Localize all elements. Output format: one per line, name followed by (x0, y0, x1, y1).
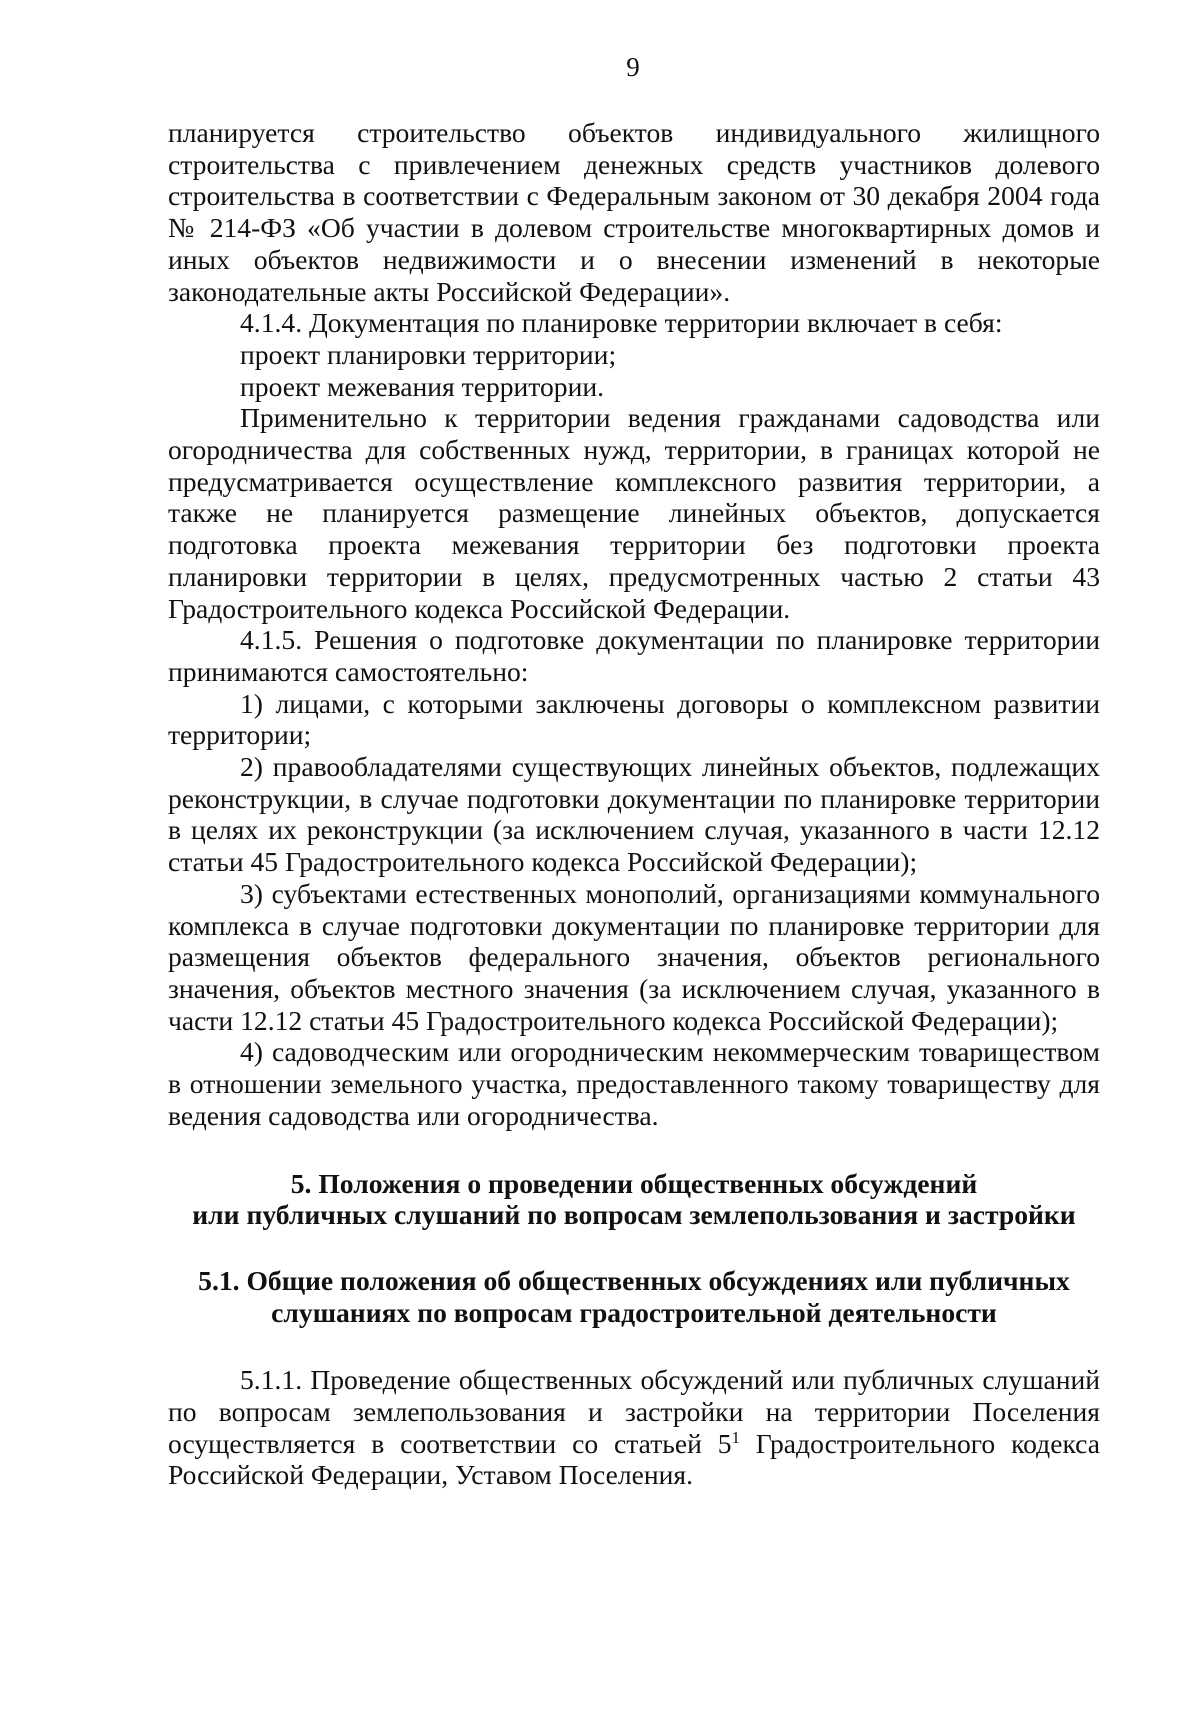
list-item-3: 3) субъектами естественных монополий, организациями коммунального комплекса в случае подготовки документации по планировке территории для размещения объектов федерального значения, объектов регионального значения, объектов местного значения (за исключением случая, указанного в части 12.12 статьи 45 Градостроительного кодекса Российской Федерации); (168, 877, 1100, 1036)
paragraph-4-1-4: 4.1.4. Документация по планировке территории включает в себя: (240, 307, 1003, 339)
paragraph-surveying-project: проект межевания территории. (240, 370, 605, 402)
list-item-1: 1) лицами, с которыми заключены договоры о комплексном развитии территории; (168, 687, 1100, 751)
page-number: 9 (626, 52, 640, 82)
subsection-heading-line-2: слушаниях по вопросам градостроительной деятельности (271, 1296, 997, 1328)
list-item-4: 4) садоводческим или огородническим некоммерческим товариществом в отношении земельного участка, предоставленного такому товариществу для ведения садоводства или огородничества. (168, 1036, 1100, 1131)
subsection-heading (168, 1265, 1100, 1328)
superscript-1: 1 (731, 1427, 740, 1447)
section-heading (168, 1168, 1100, 1231)
section-heading-line-1: 5. Положения о проведении общественных обсуждений (290, 1167, 978, 1199)
paragraph-gardening-territory: Применительно к территории ведения гражданами садоводства или огородничества для собственных нужд, территории, в границах которой не предусматривается осуществление комплексного развития территории, а также не планируется размещение линейных объектов, допускается подготовка проекта межевания территории без подготовки проекта планировки территории в целях, предусмотренных частью 2 статьи 43 Градостроительного кодекса Российской Федерации. (168, 402, 1100, 624)
list-item-2: 2) правообладателями существующих линейных объектов, подлежащих реконструкции, в случае подготовки документации по планировке территории в целях их реконструкции (за исключением случая, указанного в части 12.12 статьи 45 Градостроительного кодекса Российской Федерации); (168, 751, 1100, 878)
paragraph-planning-project: проект планировки территории; (240, 338, 617, 370)
paragraph-5-1-1-text-end: Градостроительного кодекса Российской Федерации, Уставом Поселения. (168, 1427, 1100, 1491)
paragraph-4-1-5: 4.1.5. Решения о подготовке документации по планировке территории принимаются самостоятельно: (168, 624, 1100, 687)
subsection-heading-line-1: 5.1. Общие положения об общественных обсуждениях или публичных (198, 1264, 1070, 1296)
paragraph-continuation: планируется строительство объектов индивидуального жилищного строительства с привлечением денежных средств участников долевого строительства в соответствии с Федеральным законом от 30 декабря 2004 года № 214-ФЗ «Об участии в долевом строительстве многоквартирных домов и иных объектов недвижимости и о внесении изменений в некоторые законодательные акты Российской Федерации». (168, 117, 1100, 307)
section-heading-line-2: или публичных слушаний по вопросам землепользования и застройки (192, 1199, 1076, 1231)
paragraph-5-1-1-text: 5.1.1. Проведение общественных обсуждений или публичных слушаний по вопросам землепользования и застройки на территории Поселения осуществляется в соответствии со статьей 5 (168, 1364, 1100, 1459)
paragraph-5-1-1 (168, 1364, 1100, 1491)
document-body (168, 117, 1100, 1491)
